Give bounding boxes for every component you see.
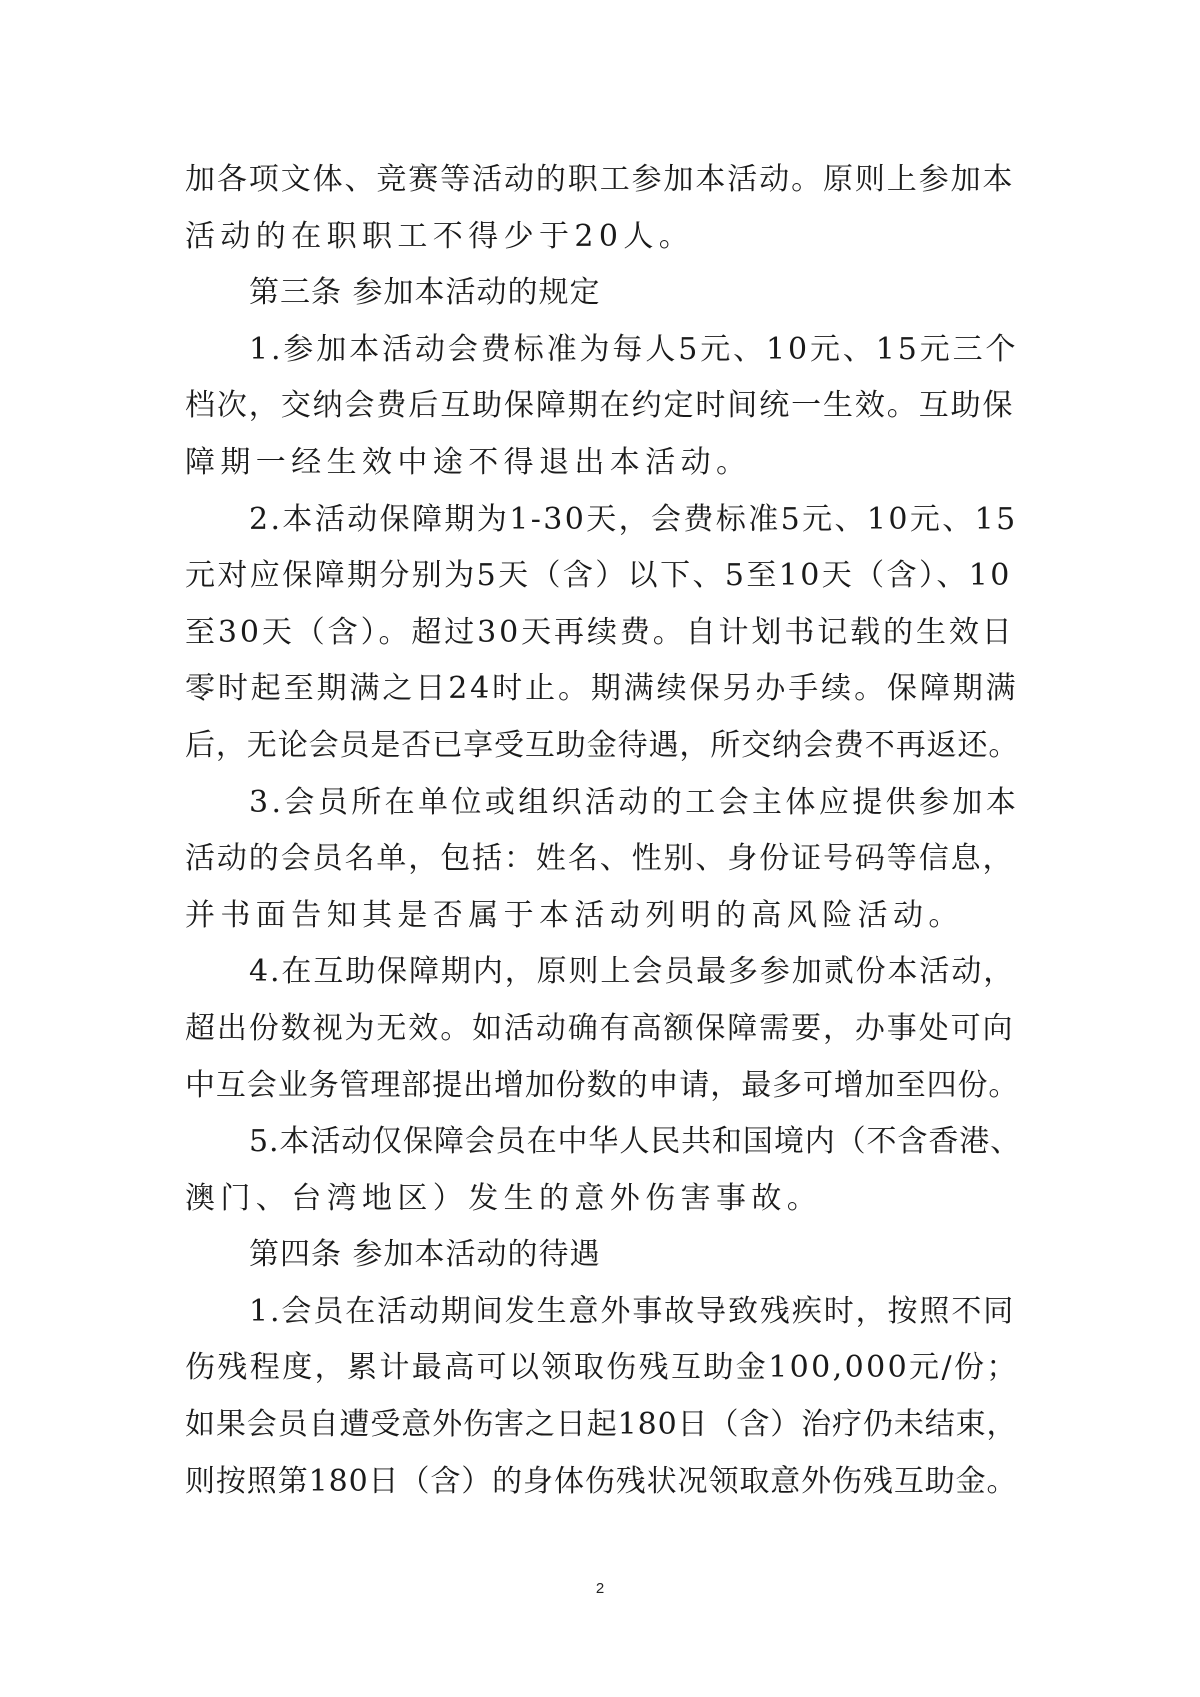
text-line: 5.本活动仅保障会员在中华人民共和国境内（不含香港、: [249, 1124, 1022, 1160]
text-line: 如果会员自遭受意外伤害之日起180日（含）治疗仍未结束，: [185, 1407, 1018, 1443]
text-line: 障期一经生效中途不得退出本活动。: [185, 444, 752, 480]
text-line: 则按照第180日（含）的身体伤残状况领取意外伤残互助金。: [185, 1463, 1018, 1499]
text-line: 后，无论会员是否已享受互助金待遇，所交纳会费不再返还。: [185, 727, 1020, 763]
text-line: 3.会员所在单位或组织活动的工会主体应提供参加本: [249, 784, 1020, 820]
text-line: 元对应保障期分别为5天（含）以下、5至10天（含）、10: [185, 558, 1012, 594]
text-line: 1.会员在活动期间发生意外事故导致残疾时，按照不同: [249, 1293, 1016, 1329]
text-line: 4.在互助保障期内，原则上会员最多参加贰份本活动，: [249, 954, 1016, 990]
text-line: 活动的会员名单，包括：姓名、性别、身份证号码等信息，: [185, 841, 1015, 877]
text-line: 至30天（含）。超过30天再续费。自计划书记载的生效日: [185, 614, 1015, 650]
text-line: 1.参加本活动会费标准为每人5元、10元、15元三个: [249, 331, 1019, 367]
text-line: 澳门、台湾地区）发生的意外伤害事故。: [185, 1180, 823, 1216]
text-line: 2.本活动保障期为1-30天，会费标准5元、10元、15: [249, 501, 1018, 537]
text-line: 档次，交纳会费后互助保障期在约定时间统一生效。互助保: [185, 388, 1015, 424]
text-line: 超出份数视为无效。如活动确有高额保障需要，办事处可向: [185, 1010, 1015, 1046]
section-heading: 第四条 参加本活动的待遇: [249, 1237, 601, 1273]
text-line: 并书面告知其是否属于本活动列明的高风险活动。: [185, 897, 964, 933]
page-number: 2: [595, 1580, 605, 1597]
text-line: 活动的在职职工不得少于20人。: [185, 218, 695, 254]
text-line: 中互会业务管理部提出增加份数的申请，最多可增加至四份。: [185, 1067, 1020, 1103]
body-text: [185, 152, 1025, 1510]
section-heading: 第三条 参加本活动的规定: [249, 275, 601, 311]
text-line: 加各项文体、竞赛等活动的职工参加本活动。原则上参加本: [185, 162, 1015, 197]
text-line: 零时起至期满之日24时止。期满续保另办手续。保障期满: [185, 671, 1019, 707]
text-line: 伤残程度，累计最高可以领取伤残互助金100,000元/份；: [185, 1350, 1019, 1386]
